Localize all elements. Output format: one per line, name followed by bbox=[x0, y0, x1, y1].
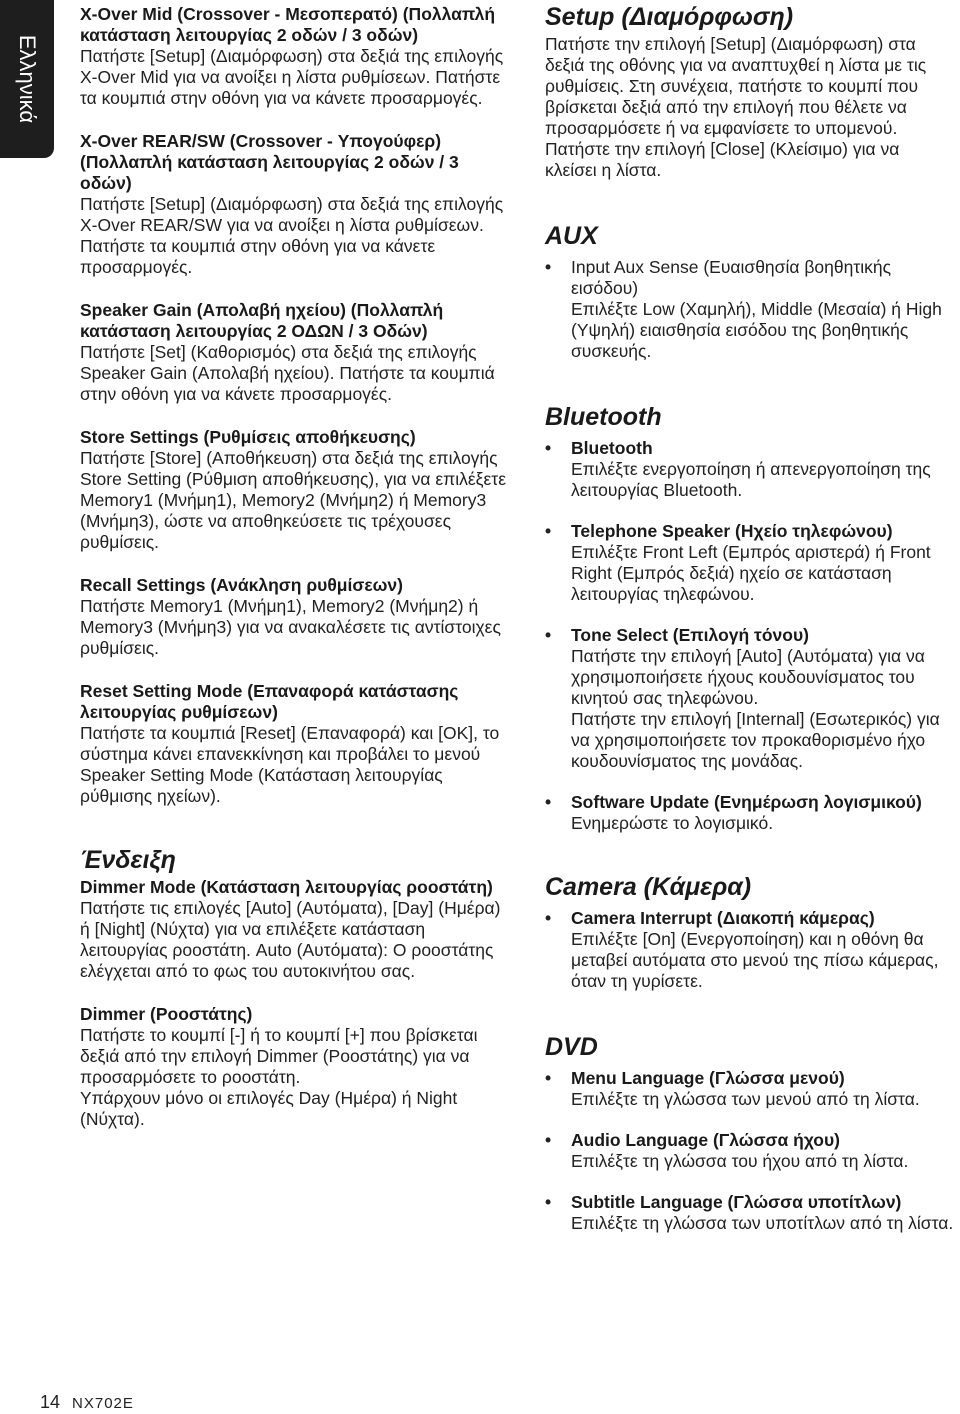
section-store-settings bbox=[80, 427, 510, 553]
list-item bbox=[545, 908, 955, 992]
item-body: Επιλέξτε Front Left (Εμπρός αριστερά) ή Front Right (Εμπρός δεξιά) ηχείο σε κατάσταση λειτουργίας τηλεφώνου. bbox=[571, 542, 931, 604]
right-column bbox=[545, 2, 955, 1234]
item-title: Software Update (Ενημέρωση λογισμικού) bbox=[571, 792, 922, 812]
language-tab-label: Ελληνικά bbox=[15, 34, 40, 124]
bullet-icon: • bbox=[545, 257, 552, 277]
dvd-list bbox=[545, 1068, 955, 1234]
section-dimmer bbox=[80, 1004, 510, 1130]
bullet-icon: • bbox=[545, 1192, 552, 1212]
bullet-icon: • bbox=[545, 521, 552, 541]
heading-dvd: DVD bbox=[545, 1033, 598, 1061]
section-body: Πατήστε τα κουμπιά [Reset] (Επαναφορά) και [OK], το σύστημα κάνει επανεκκίνηση και προβάλει το μενού Speaker Setting Mode (Κατάσταση λειτουργίας ρύθμισης ηχείων). bbox=[80, 723, 500, 806]
section-dimmer-mode bbox=[80, 877, 510, 982]
item-body: Επιλέξτε Low (Χαμηλή), Middle (Μεσαία) ή High (Υψηλή) ειαισθησία εισόδου της βοηθητικής συσκευής. bbox=[571, 299, 942, 361]
bullet-icon: • bbox=[545, 438, 552, 458]
item-body: Επιλέξτε [On] (Ενεργοποίηση) και η οθόνη θα μεταβεί αυτόματα στο μενού της πίσω κάμερας, όταν τη γυρίσετε. bbox=[571, 929, 939, 991]
item-title: Camera Interrupt (Διακοπή κάμερας) bbox=[571, 908, 875, 928]
section-title: Reset Setting Mode (Επαναφορά κατάστασης λειτουργίας ρυθμίσεων) bbox=[80, 681, 459, 722]
item-body: Ενημερώστε το λογισμικό. bbox=[571, 813, 774, 833]
model-name: NX702E bbox=[72, 1395, 134, 1412]
item-body: Επιλέξτε τη γλώσσα των υποτίτλων από τη λίστα. bbox=[571, 1213, 954, 1233]
language-tab bbox=[0, 0, 54, 158]
list-item bbox=[545, 257, 955, 362]
bullet-icon: • bbox=[545, 625, 552, 645]
list-item bbox=[545, 1192, 955, 1234]
list-item bbox=[545, 792, 955, 834]
bluetooth-list bbox=[545, 438, 955, 834]
item-body: Πατήστε την επιλογή [Auto] (Αυτόματα) για να χρησιμοποιήσετε ήχους κουδουνίσματος του κινητού σας τηλεφώνου. bbox=[571, 646, 925, 708]
item-body: Επιλέξτε ενεργοποίηση ή απενεργοποίηση της λειτουργίας Bluetooth. bbox=[571, 459, 931, 500]
item-body-2: Πατήστε την επιλογή [Internal] (Εσωτερικός) για να χρησιμοποιήσετε τον προκαθορισμένο ήχο κουδουνίσματος της μονάδας. bbox=[571, 709, 940, 771]
section-reset-setting bbox=[80, 681, 510, 807]
section-recall-settings bbox=[80, 575, 510, 659]
section-title: X-Over Mid (Crossover - Μεσοπερατό) (Πολλαπλή κατάσταση λειτουργίας 2 οδών / 3 οδών) bbox=[80, 4, 496, 45]
camera-list bbox=[545, 908, 955, 992]
bullet-icon: • bbox=[545, 792, 552, 812]
section-speaker-gain bbox=[80, 300, 510, 405]
section-xover-mid bbox=[80, 4, 510, 109]
list-item bbox=[545, 625, 955, 772]
section-body-note: Υπάρχουν μόνο οι επιλογές Day (Ημέρα) ή Night (Νύχτα). bbox=[80, 1088, 458, 1129]
section-body: Πατήστε τις επιλογές [Auto] (Αυτόματα), [Day] (Ημέρα) ή [Night] (Νύχτα) για να επιλέξετε κατάσταση λειτουργίας ροοστάτη. Auto (Αυτόματα): Ο ροοστάτης ελέγχεται από το φως του αυτοκινήτου σας. bbox=[80, 898, 501, 981]
section-title: Recall Settings (Ανάκληση ρυθμίσεων) bbox=[80, 575, 403, 595]
list-item bbox=[545, 1130, 955, 1172]
section-body: Πατήστε [Setup] (Διαμόρφωση) στα δεξιά της επιλογής X-Over Mid για να ανοίξει η λίστα ρυθμίσεων. Πατήστε τα κουμπιά στην οθόνη για να κάνετε προσαρμογές. bbox=[80, 46, 504, 108]
section-body: Πατήστε το κουμπί [-] ή το κουμπί [+] που βρίσκεται δεξιά από την επιλογή Dimmer (Ροοστάτης) για να προσαρμόσετε το ροοστάτη. bbox=[80, 1025, 478, 1087]
section-body: Πατήστε [Set] (Καθορισμός) στα δεξιά της επιλογής Speaker Gain (Απολαβή ηχείου). Πατήστε τα κουμπιά στην οθόνη για να κάνετε προσαρμογές. bbox=[80, 342, 495, 404]
section-title: X-Over REAR/SW (Crossover - Υπογούφερ) (Πολλαπλή κατάσταση λειτουργίας 2 οδών / 3 οδών) bbox=[80, 131, 459, 193]
section-xover-rear bbox=[80, 131, 510, 278]
bullet-icon: • bbox=[545, 1130, 552, 1150]
item-title: Telephone Speaker (Ηχείο τηλεφώνου) bbox=[571, 521, 893, 541]
section-title: Dimmer (Ροοστάτης) bbox=[80, 1004, 253, 1024]
item-title: Subtitle Language (Γλώσσα υποτίτλων) bbox=[571, 1192, 902, 1212]
list-item bbox=[545, 521, 955, 605]
heading-endeixi: Ένδειξη bbox=[80, 846, 176, 874]
section-title: Dimmer Mode (Κατάσταση λειτουργίας ροοστάτη) bbox=[80, 877, 493, 897]
section-body: Πατήστε Memory1 (Μνήμη1), Memory2 (Μνήμη2) ή Memory3 (Μνήμη3) για να ανακαλέσετε τις αντίστοιχες ρυθμίσεις. bbox=[80, 596, 501, 658]
setup-body: Πατήστε την επιλογή [Setup] (Διαμόρφωση) στα δεξιά της οθόνης για να αναπτυχθεί η λίστα με τις ρυθμίσεις. Στη συνέχεια, πατήστε το κουμπί που βρίσκεται δεξιά από την επιλογή που θέλετε να προσαρμόσετε ή να εμφανίσετε το υπομενού. Πατήστε την επιλογή [Close] (Κλείσιμο) για να κλείσει η λίστα. bbox=[545, 34, 927, 180]
item-body: Επιλέξτε τη γλώσσα του ήχου από τη λίστα. bbox=[571, 1151, 909, 1171]
section-title: Store Settings (Ρυθμίσεις αποθήκευσης) bbox=[80, 427, 416, 447]
bullet-icon: • bbox=[545, 908, 552, 928]
section-body: Πατήστε [Store] (Αποθήκευση) στα δεξιά της επιλογής Store Setting (Ρύθμιση αποθήκευσης), για να επιλέξετε Memory1 (Μνήμη1), Memory2 (Μνήμη2) ή Memory3 (Μνήμη3), ώστε να αποθηκεύσετε τις τρέχουσες ρυθμίσεις. bbox=[80, 448, 506, 552]
heading-aux: AUX bbox=[545, 222, 598, 250]
list-item bbox=[545, 438, 955, 501]
aux-list bbox=[545, 257, 955, 362]
section-title: Speaker Gain (Απολαβή ηχείου) (Πολλαπλή κατάσταση λειτουργίας 2 ΟΔΩΝ / 3 Οδών) bbox=[80, 300, 444, 341]
item-title: Audio Language (Γλώσσα ήχου) bbox=[571, 1130, 840, 1150]
left-column bbox=[80, 4, 510, 1130]
heading-setup: Setup (Διαμόρφωση) bbox=[545, 3, 794, 31]
item-title: Tone Select (Επιλογή τόνου) bbox=[571, 625, 809, 645]
item-title: Menu Language (Γλώσσα μενού) bbox=[571, 1068, 845, 1088]
item-body: Επιλέξτε τη γλώσσα των μενού από τη λίστα. bbox=[571, 1089, 920, 1109]
list-item bbox=[545, 1068, 955, 1110]
item-title: Bluetooth bbox=[571, 438, 653, 458]
page-number: 14 bbox=[40, 1392, 61, 1412]
item-title: Input Aux Sense (Ευαισθησία βοηθητικής εισόδου) bbox=[571, 257, 892, 298]
heading-camera: Camera (Κάμερα) bbox=[545, 873, 752, 901]
heading-bluetooth: Bluetooth bbox=[545, 403, 662, 431]
section-body: Πατήστε [Setup] (Διαμόρφωση) στα δεξιά της επιλογής X-Over REAR/SW για να ανοίξει η λίστα ρυθμίσεων. Πατήστε τα κουμπιά στην οθόνη για να κάνετε προσαρμογές. bbox=[80, 194, 504, 277]
bullet-icon: • bbox=[545, 1068, 552, 1088]
